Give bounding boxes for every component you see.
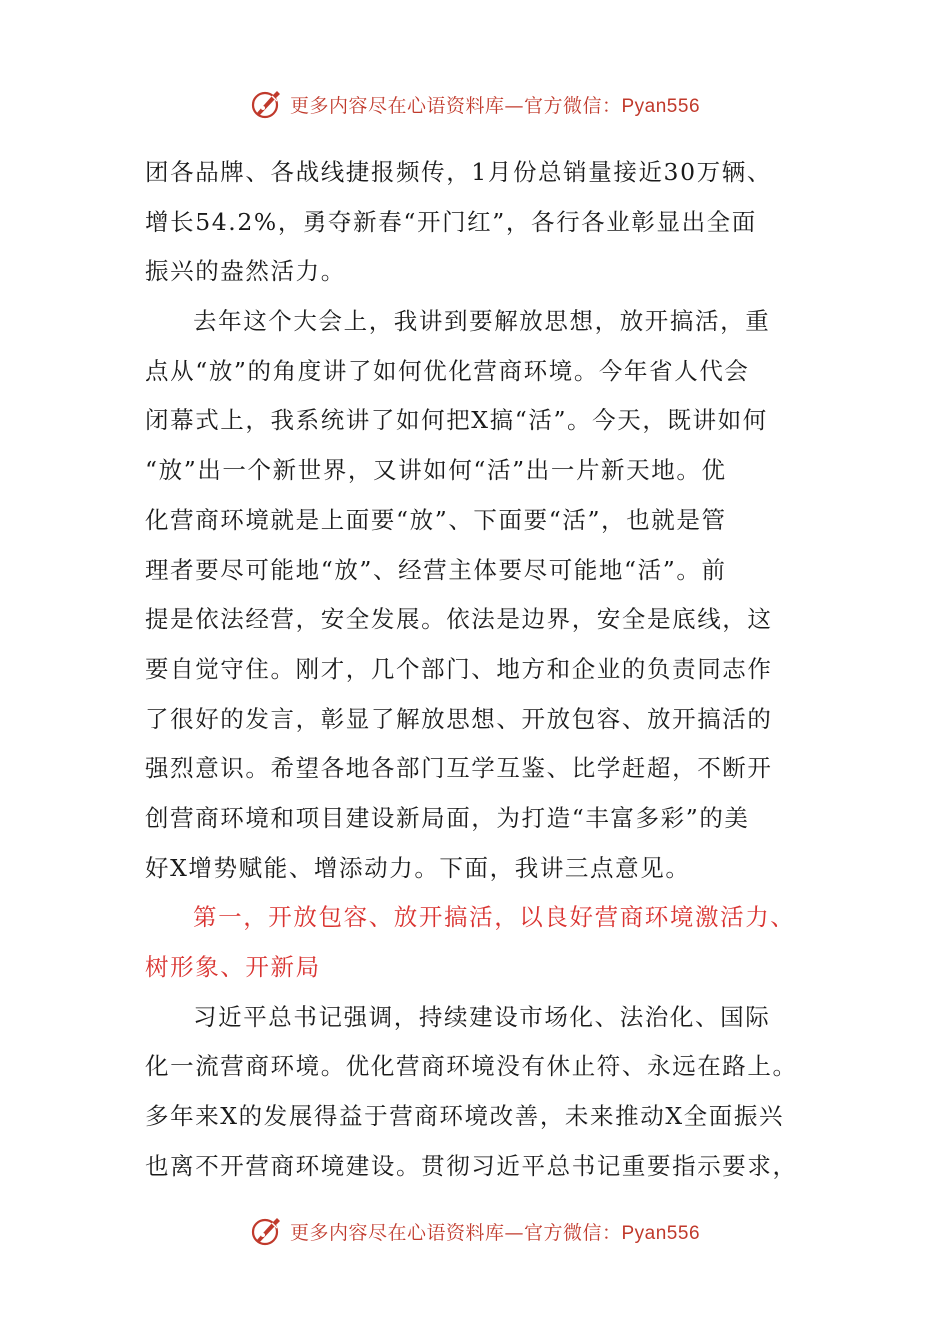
- text-line: 闭幕式上，我系统讲了如何把X搞“活”。今天，既讲如何: [145, 406, 768, 435]
- text-line: 化营商环境就是上面要“放”、下面要“活”，也就是管: [145, 505, 727, 534]
- text-line: 理者要尽可能地“放”、经营主体要尽可能地“活”。前: [145, 555, 727, 584]
- banner-text: [290, 91, 700, 118]
- text-line: 振兴的盎然活力。: [145, 257, 346, 286]
- text-line: “放”出一个新世界，又讲如何“活”出一片新天地。优: [145, 456, 727, 485]
- paragraph-start-line: 去年这个大会上，我讲到要解放思想，放开搞活，重: [193, 307, 771, 336]
- document-body: [145, 148, 815, 1191]
- text-line: 多年来X的发展得益于营商环境改善，未来推动X全面振兴: [145, 1102, 785, 1131]
- text-line: 增长54.2%，勇夺新春“开门红”，各行各业彰显出全面: [145, 207, 757, 236]
- banner-text-cn: 更多内容尽在心语资料库—官方微信：: [289, 1221, 622, 1244]
- text-line: 团各品牌、各战线捷报频传，1月份总销量接近30万辆、: [145, 158, 772, 186]
- banner-text: [290, 1218, 700, 1245]
- text-line: 化一流营商环境。优化营商环境没有休止符、永远在路上。: [145, 1052, 798, 1081]
- text-line: 创营商环境和项目建设新局面，为打造“丰富多彩”的美: [145, 803, 750, 832]
- text-line: 提是依法经营，安全发展。依法是边界，安全是底线，这: [145, 605, 773, 634]
- footer-banner: [0, 1211, 950, 1251]
- text-line: 也离不开营商环境建设。贯彻习近平总书记重要指示要求，: [145, 1151, 798, 1180]
- text-line: 了很好的发言，彰显了解放思想、开放包容、放开搞活的: [145, 704, 773, 733]
- section-heading: 第一，开放包容、放开搞活，以良好营商环境激活力、: [193, 903, 796, 932]
- banner-wechat-id: Pyan556: [621, 1222, 701, 1244]
- banner-wechat-id: Pyan556: [621, 95, 701, 117]
- paragraph-start-line: 习近平总书记强调，持续建设市场化、法治化、国际: [193, 1002, 771, 1031]
- text-line: 要自觉守住。刚才，几个部门、地方和企业的负责同志作: [145, 654, 773, 683]
- section-heading-continued: 树形象、开新局: [145, 953, 321, 981]
- text-line: 点从“放”的角度讲了如何优化营商环境。今年省人代会: [145, 356, 750, 385]
- banner-text-cn: 更多内容尽在心语资料库—官方微信：: [289, 94, 622, 117]
- header-banner: [0, 84, 950, 124]
- text-line: 强烈意识。希望各地各部门互学互鉴、比学赶超，不断开: [145, 754, 773, 783]
- text-line: 好X增势赋能、增添动力。下面，我讲三点意见。: [145, 853, 691, 882]
- pen-nib-logo-icon: [250, 87, 284, 121]
- pen-nib-logo-icon: [250, 1214, 284, 1248]
